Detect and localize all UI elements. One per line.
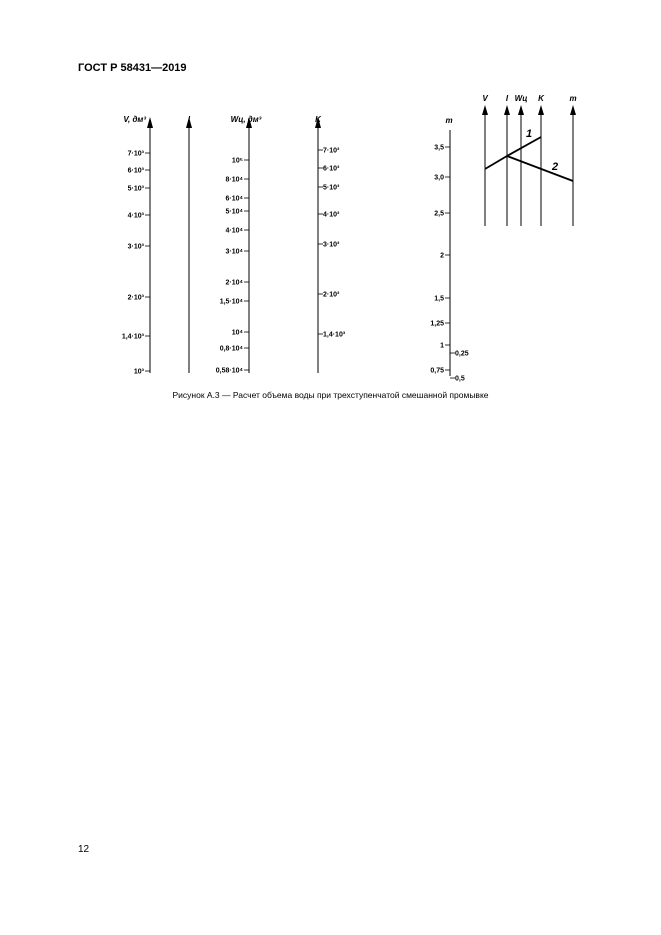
- axis-i-label: I: [187, 115, 191, 124]
- key-axis-label-i: I: [505, 94, 509, 103]
- axis-w: [216, 115, 262, 375]
- key-axis-label-m: m: [569, 94, 577, 103]
- axis-m-ticks-right: [450, 351, 469, 383]
- axis-v-tick-label: 6·10³: [127, 167, 144, 175]
- key-axes: [482, 94, 577, 226]
- axis-w-tick-label: 2·10⁴: [225, 279, 243, 287]
- axis-m-tick-label: 3,0: [434, 174, 444, 182]
- axis-k-tick-label: 4·10³: [323, 211, 340, 219]
- axis-k-tick-label: 3·10³: [323, 241, 340, 249]
- axis-m-ticks-left: [430, 145, 450, 375]
- key-line-1: [507, 137, 541, 156]
- axis-w-tick-label: 3·10⁴: [225, 248, 243, 256]
- axis-m-right-tick-label: 0,25: [455, 350, 469, 358]
- axis-v-ticks: [122, 151, 150, 376]
- axis-v-tick-label: 3·10³: [127, 243, 144, 251]
- key-arrow-i: [504, 105, 510, 115]
- axis-w-label: Wц, дм³: [230, 115, 262, 124]
- document-header: ГОСТ Р 58431—2019: [78, 62, 187, 74]
- key-arrow-k: [538, 105, 544, 115]
- axis-w-tick-label: 5·10⁴: [225, 208, 243, 216]
- axis-k-ticks: [318, 148, 346, 339]
- axis-m-tick-label: 1: [440, 342, 444, 350]
- axis-m-tick-label: 2: [440, 252, 444, 260]
- key-curve-label-1: 1: [526, 128, 533, 140]
- axis-v: [122, 115, 153, 376]
- key-line-2: [507, 156, 573, 181]
- axis-v-tick-label: 10³: [133, 368, 144, 376]
- axis-m-right-tick-label: 0,5: [455, 375, 465, 383]
- axis-m-tick-label: 1,25: [430, 320, 444, 328]
- key-arrow-v: [482, 105, 488, 115]
- figure-caption: Рисунок А.3 — Расчет объема воды при трехступенчатой смешанной промывке: [172, 390, 489, 400]
- key-axis-label-w: Wц: [514, 94, 528, 103]
- axis-v-tick-label: 4·10³: [127, 212, 144, 220]
- axis-w-tick-label: 4·10⁴: [225, 227, 243, 235]
- axis-v-tick-label: 5·10³: [127, 185, 144, 193]
- key-axis-label-k: K: [538, 94, 544, 103]
- axis-m-tick-label: 1,5: [434, 295, 444, 303]
- axis-v-label: V, дм³: [123, 115, 146, 124]
- axis-k-tick-label: 2·10³: [323, 291, 340, 299]
- axis-w-tick-label: 10⁴: [231, 329, 243, 337]
- axis-v-tick-label: 7·10³: [127, 150, 144, 158]
- axis-k-label: K: [315, 115, 321, 124]
- axis-w-tick-label: 0,58·10⁴: [215, 367, 243, 375]
- axis-m-label: m: [445, 116, 453, 125]
- key-line-left: [485, 156, 507, 169]
- axis-w-tick-label: 0,8·10⁴: [219, 345, 243, 353]
- axis-w-tick-label: 1,5·10⁴: [219, 298, 243, 306]
- key-arrow-w: [518, 105, 524, 115]
- axis-w-tick-label: 10⁵: [231, 157, 243, 165]
- axis-i: [186, 115, 192, 373]
- axis-k-tick-label: 6·10³: [323, 165, 340, 173]
- axis-w-tick-label: 8·10⁴: [225, 176, 243, 184]
- axis-k-tick-label: 1,4·10³: [323, 331, 346, 339]
- key-axis-label-v: V: [482, 94, 488, 103]
- axis-w-tick-label: 6·10⁴: [225, 195, 243, 203]
- key-diagram: [482, 94, 577, 226]
- axis-k: [315, 115, 346, 373]
- axis-m-tick-label: 0,75: [430, 367, 444, 375]
- axis-v-tick-label: 2·10³: [127, 294, 144, 302]
- axis-w-ticks: [216, 158, 249, 375]
- axis-k-tick-label: 7·10³: [323, 147, 340, 155]
- axis-k-tick-label: 5·10³: [323, 184, 340, 192]
- key-arrow-m: [570, 105, 576, 115]
- key-curve-label-2: 2: [552, 161, 559, 173]
- axis-v-tick-label: 1,4·10³: [121, 333, 144, 341]
- page-number: 12: [78, 844, 90, 855]
- axis-m-tick-label: 2,5: [434, 210, 444, 218]
- axis-m: [430, 116, 468, 383]
- axis-m-tick-label: 3,5: [434, 144, 444, 152]
